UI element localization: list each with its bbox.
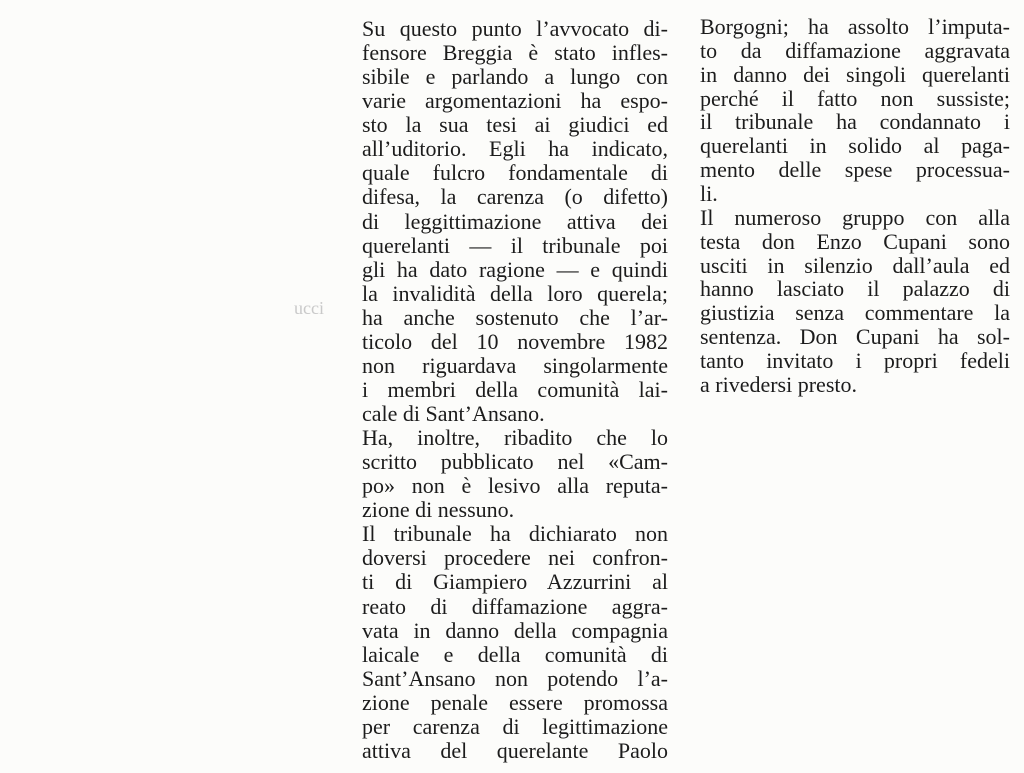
text-line: giustizia senza commentare la — [700, 300, 1010, 326]
paragraph — [362, 426, 668, 522]
text-line: non riguardava singolarmente — [362, 352, 668, 378]
text-line: sentenza. Don Cupani ha sol- — [700, 324, 1010, 350]
text-line: querelanti — il tribunale poi — [362, 232, 668, 258]
text-line: scritto pubblicato nel «Cam- — [362, 449, 668, 475]
text-line: i membri della comunità lai- — [362, 376, 668, 402]
text-line: mento delle spese processua- — [700, 157, 1010, 183]
text-line: tanto invitato i propri fedeli — [700, 348, 1010, 374]
text-line: difesa, la carenza (o difetto) — [362, 184, 668, 210]
text-line: reato di diffamazione aggra- — [362, 593, 668, 619]
paragraph — [362, 17, 668, 426]
text-line: perché il fatto non sussiste; — [700, 85, 1010, 111]
text-line: querelanti in solido al paga- — [700, 133, 1010, 159]
article-column-left — [362, 17, 668, 763]
text-line: Su questo punto l’avvocato di- — [362, 16, 668, 41]
paragraph — [700, 15, 1010, 206]
text-line: Borgogni; ha assolto l’imputa- — [700, 14, 1010, 39]
text-line: in danno dei singoli querelanti — [700, 61, 1010, 87]
text-line: usciti in silenzio dall’aula ed — [700, 252, 1010, 278]
text-line: sto la sua tesi ai giudici ed — [362, 112, 668, 138]
text-line: Sant’Ansano non potendo l’a- — [362, 665, 668, 691]
text-line: hanno lasciato il palazzo di — [700, 276, 1010, 302]
text-line: sibile e parlando a lungo con — [362, 64, 668, 90]
text-line: fensore Breggia è stato infles- — [362, 40, 668, 66]
text-line: gli ha dato ragione — e quindi — [362, 256, 668, 282]
text-line: ticolo del 10 novembre 1982 — [362, 328, 668, 354]
text-line: doversi procedere nei confron- — [362, 545, 668, 571]
text-line: ha anche sostenuto che l’ar- — [362, 304, 668, 330]
text-line: quale fulcro fondamentale di — [362, 160, 668, 186]
text-line: cale di Sant’Ansano. — [362, 401, 545, 426]
text-line: Il numeroso gruppo con alla — [700, 204, 1010, 230]
article-column-right — [700, 15, 1010, 397]
text-line: zione di nessuno. — [362, 497, 515, 523]
text-line: Il tribunale ha dichiarato non — [362, 521, 668, 547]
text-line: vata in danno della compagnia — [362, 617, 668, 643]
text-line: per carenza di legittimazione — [362, 713, 668, 739]
text-line: il tribunale ha condannato i — [700, 109, 1010, 135]
text-line: la invalidità della loro querela; — [362, 280, 668, 306]
text-line: ti di Giampiero Azzurrini al — [362, 569, 668, 595]
text-line: attiva del querelante Paolo — [362, 737, 668, 763]
show-through-text: ucci — [294, 298, 324, 318]
text-line: all’uditorio. Egli ha indicato, — [362, 136, 668, 162]
text-line: a rivedersi presto. — [700, 371, 857, 397]
text-line: di leggittimazione attiva dei — [362, 208, 668, 234]
paragraph — [700, 206, 1010, 397]
text-line: laicale e della comunità di — [362, 641, 668, 667]
text-line: zione penale essere promossa — [362, 689, 668, 715]
text-line: Ha, inoltre, ribadito che lo — [362, 425, 668, 451]
text-line: li. — [700, 181, 718, 207]
text-line: testa don Enzo Cupani sono — [700, 228, 1010, 254]
text-line: to da diffamazione aggravata — [700, 37, 1010, 63]
text-line: po» non è lesivo alla reputa- — [362, 473, 668, 499]
text-line: varie argomentazioni ha espo- — [362, 88, 668, 114]
paragraph — [362, 522, 668, 763]
